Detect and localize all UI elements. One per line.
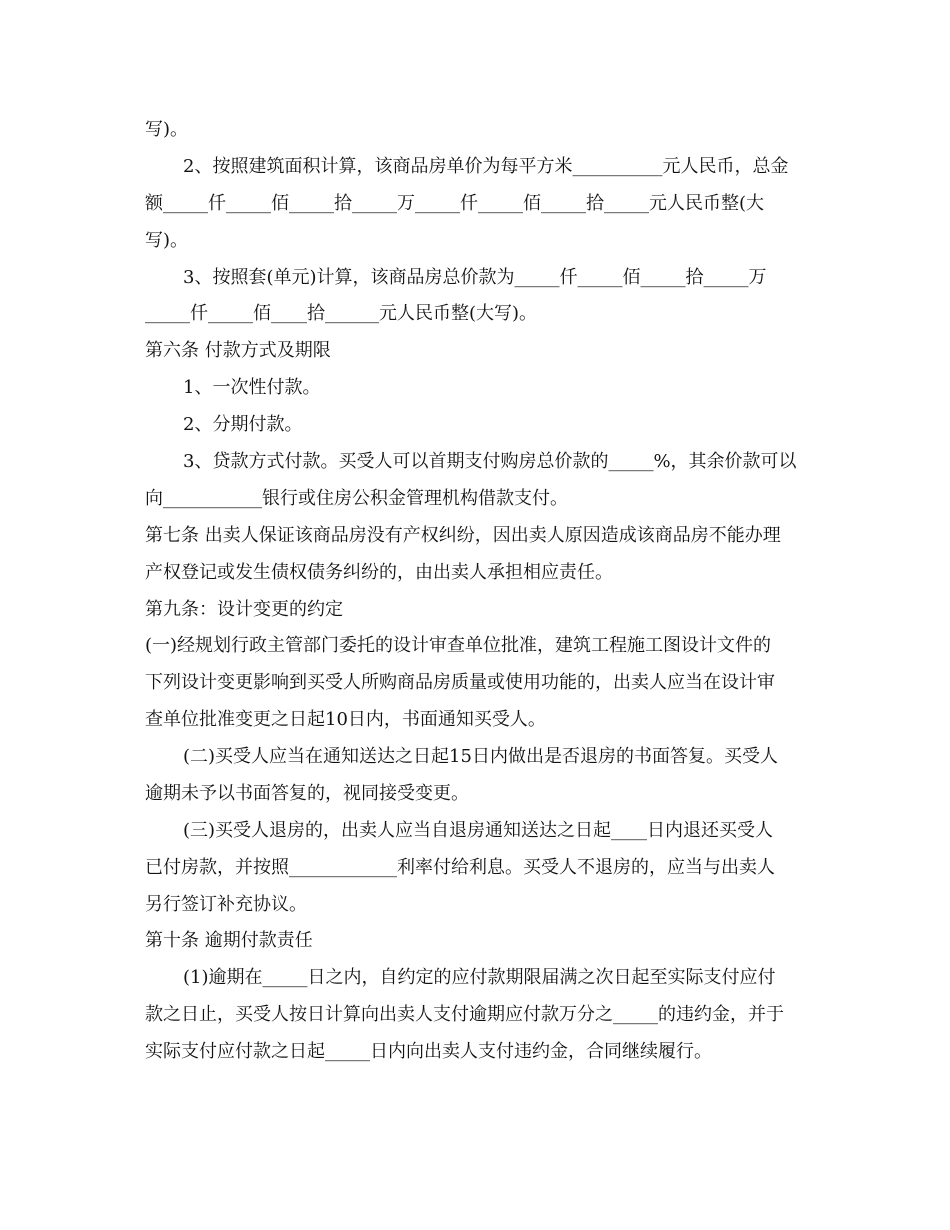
article-7: 第七条 出卖人保证该商品房没有产权纠纷，因出卖人原因造成该商品房不能办理: [145, 525, 781, 546]
text-line: 款之日止，买受人按日计算向出卖人支付逾期应付款万分之_____的违约金，并于: [145, 1004, 784, 1025]
article-9-item-3: (三)买受人退房的，出卖人应当自退房通知送达之日起____日内退还买受人: [183, 820, 774, 841]
clause-5-3: 3、按照套(单元)计算，该商品房总价款为_____仟_____佰_____拾_____万: [183, 267, 767, 288]
payment-option-1: 1、一次性付款。: [183, 377, 321, 398]
text-line: 下列设计变更影响到买受人所购商品房质量或使用功能的，出卖人应当在设计审: [145, 672, 775, 693]
text-line: 实际支付应付款之日起_____日内向出卖人支付违约金，合同继续履行。: [145, 1041, 712, 1062]
payment-option-3: 3、贷款方式付款。买受人可以首期支付购房总价款的_____%，其余价款可以: [183, 451, 797, 472]
text-line: _____仟_____佰____拾______元人民币整(大写)。: [145, 303, 538, 324]
text-line: 写)。: [145, 230, 189, 251]
text-line: 写)。: [145, 119, 189, 140]
clause-5-2: 2、按照建筑面积计算，该商品房单价为每平方米__________元人民币，总金: [183, 156, 789, 177]
article-9-item-1: (一)经规划行政主管部门委托的设计审查单位批准，建筑工程施工图设计文件的: [145, 635, 772, 656]
payment-option-2: 2、分期付款。: [183, 414, 303, 435]
text-line: 产权登记或发生债权债务纠纷的，由出卖人承担相应责任。: [145, 562, 613, 583]
article-6-heading: 第六条 付款方式及期限: [145, 340, 331, 361]
text-line: 逾期未予以书面答复的，视同接受变更。: [145, 783, 469, 804]
article-10-item-1: (1)逾期在_____日之内，自约定的应付款期限届满之次日起至实际支付应付: [183, 967, 776, 988]
text-line: 已付房款，并按照____________利率付给利息。买受人不退房的，应当与出卖人: [145, 857, 775, 878]
text-line: 额_____仟_____佰_____拾_____万_____仟_____佰_____拾_____元人民币整(大: [145, 193, 765, 214]
article-9-heading: 第九条：设计变更的约定: [145, 599, 343, 620]
article-10-heading: 第十条 逾期付款责任: [145, 930, 313, 951]
text-line: 另行签订补充协议。: [145, 894, 307, 915]
article-9-item-2: (二)买受人应当在通知送达之日起15日内做出是否退房的书面答复。买受人: [183, 746, 778, 767]
text-line: 向___________银行或住房公积金管理机构借款支付。: [145, 488, 568, 509]
text-line: 查单位批准变更之日起10日内，书面通知买受人。: [145, 709, 546, 730]
